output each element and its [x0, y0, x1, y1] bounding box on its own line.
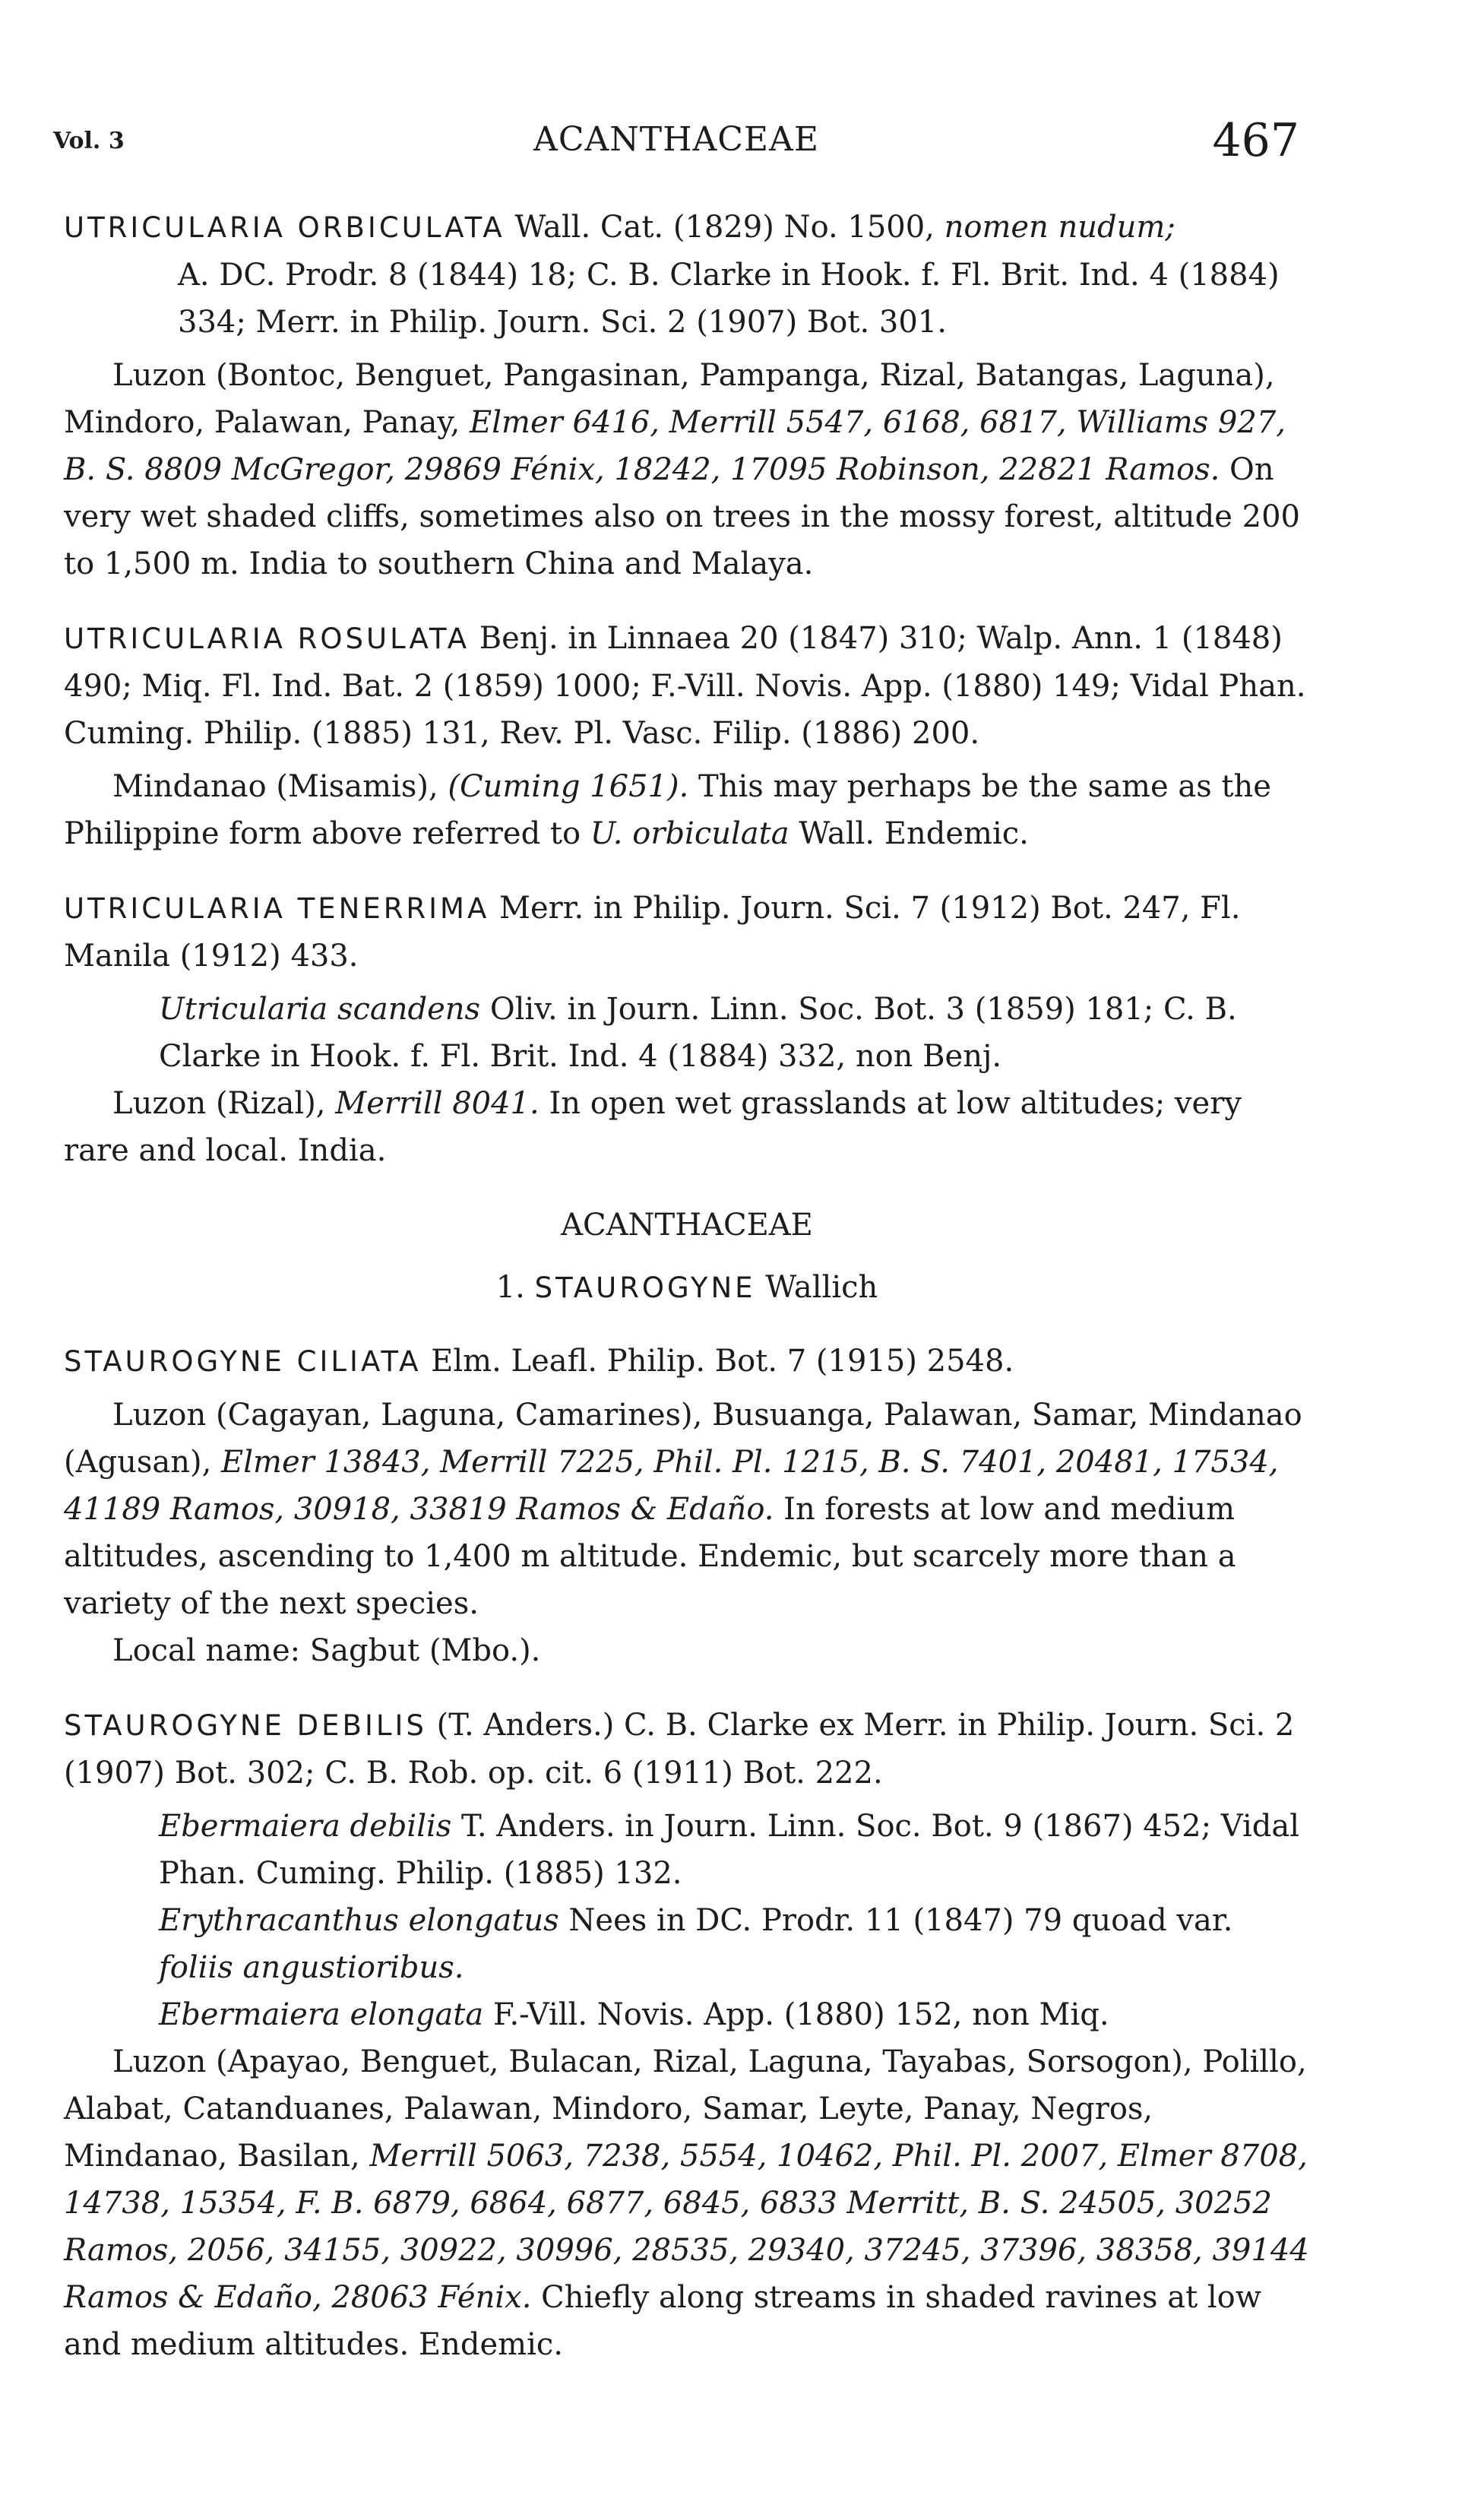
species-entry	[64, 885, 1310, 1174]
species-name: UTRICULARIA ORBICULATA	[64, 211, 505, 244]
family-heading: ACANTHACEAE	[561, 1208, 813, 1243]
volume-label: Vol. 3	[53, 128, 125, 154]
genus-heading	[64, 1264, 1310, 1312]
page-number: 467	[1212, 114, 1299, 167]
specimen-list: Elmer 6416, Merrill 5547, 6168, 6817, Williams 927, B. S. 8809 McGregor, 29869 Fénix, 18242, 17095 Robinson, 22821 Ramos.	[64, 405, 1286, 487]
species-citation	[64, 1338, 1310, 1385]
citation-text: Elm. Leafl. Philip. Bot. 7 (1915) 2548.	[431, 1344, 1014, 1379]
synonym	[64, 1991, 1310, 2038]
synonym-citation: Oliv. in Journ. Linn. Soc. Bot. 3 (1859) 181; C. B. Clarke in Hook. f. Fl. Brit. Ind. 4 (1884) 332, non Benj.	[159, 992, 1237, 1074]
synonym-name: Utricularia scandens	[159, 992, 481, 1027]
distribution-text: Chiefly along streams in shaded ravines at low and medium altitudes. Endemic.	[64, 2280, 1261, 2362]
synonym-citation: Nees in DC. Prodr. 11 (1847) 79 quoad var.	[568, 1903, 1233, 1938]
synonym	[64, 1803, 1310, 1897]
distribution-paragraph	[64, 763, 1310, 857]
distribution-text: Luzon (Cagayan, Laguna, Camarines), Busuanga, Palawan, Samar, Mindanao (Agusan),	[64, 1398, 1302, 1480]
genus-author: Wallich	[765, 1270, 878, 1305]
page-header	[53, 114, 1299, 182]
species-citation	[64, 1702, 1310, 1797]
species-citation	[64, 885, 1310, 980]
genus-name: STAUROGYNE	[534, 1271, 756, 1304]
distribution-paragraph	[64, 1392, 1310, 1627]
synonym-name: Ebermaiera elongata	[159, 1997, 484, 2032]
citation-text: (T. Anders.) C. B. Clarke ex Merr. in Philip. Journ. Sci. 2 (1907) Bot. 302; C. B. Rob. op. cit. 6 (1911) Bot. 222.	[64, 1708, 1295, 1791]
local-name: Local name: Sagbut (Mbo.).	[112, 1633, 541, 1668]
distribution-text: Mindanao (Misamis),	[112, 769, 438, 804]
distribution-text: In open wet grasslands at low altitudes; very rare and local. India.	[64, 1086, 1242, 1168]
distribution-paragraph	[64, 2038, 1310, 2368]
synonym-citation: T. Anders. in Journ. Linn. Soc. Bot. 9 (1867) 452; Vidal Phan. Cuming. Philip. (1885) 132.	[159, 1809, 1299, 1891]
species-citation	[64, 204, 1310, 346]
species-entry	[64, 204, 1310, 587]
species-citation	[64, 615, 1310, 757]
citation-continuation: A. DC. Prodr. 8 (1844) 18; C. B. Clarke in Hook. f. Fl. Brit. Ind. 4 (1884) 334; Merr. in Philip. Journ. Sci. 2 (1907) Bot. 301.	[178, 258, 1280, 340]
species-entry	[64, 615, 1310, 857]
synonym-name: Erythracanthus elongatus	[159, 1903, 559, 1938]
specimen-list: (Cuming 1651).	[448, 769, 689, 804]
synonym	[64, 986, 1310, 1080]
species-name: STAUROGYNE DEBILIS	[64, 1709, 427, 1742]
specimen-list: Merrill 5063, 7238, 5554, 10462, Phil. Pl. 2007, Elmer 8708, 14738, 15354, F. B. 6879, 6864, 6877, 6845, 6833 Merritt, B. S. 24505, 30252 Ramos, 2056, 34155, 30922, 30996, 28535, 29340, 37245, 37396, 38358, 39144 Ramos & Edaño, 28063 Fénix.	[64, 2139, 1309, 2315]
species-entry	[64, 1702, 1310, 2368]
synonym-name: Ebermaiera debilis	[159, 1809, 452, 1844]
distribution-text: This may perhaps be the same as the Philippine form above referred to	[64, 769, 1271, 851]
species-name: UTRICULARIA TENERRIMA	[64, 892, 490, 925]
distribution-paragraph	[64, 1080, 1310, 1174]
genus-number: 1.	[495, 1270, 525, 1305]
citation-text: Merr. in Philip. Journ. Sci. 7 (1912) Bot. 247, Fl. Manila (1912) 433.	[64, 891, 1241, 974]
synonym	[64, 1897, 1310, 1991]
citation-text: Benj. in Linnaea 20 (1847) 310; Walp. Ann. 1 (1848) 490; Miq. Fl. Ind. Bat. 2 (1859) 1000; F.-Vill. Novis. App. (1880) 149; Vidal Phan. Cuming. Philip. (1885) 131, Rev. Pl. Vasc. Filip. (1886) 200.	[64, 621, 1306, 751]
synonym-variety: foliis angustioribus.	[159, 1950, 464, 1985]
species-entry	[64, 1338, 1310, 1674]
distribution-text: Wall. Endemic.	[799, 816, 1029, 851]
synonym-citation: F.-Vill. Novis. App. (1880) 152, non Miq.	[492, 1997, 1109, 2032]
specimen-list: Merrill 8041.	[335, 1086, 539, 1121]
citation-text: Wall. Cat. (1829) No. 1500,	[514, 210, 935, 245]
species-name: STAUROGYNE CILIATA	[64, 1345, 422, 1378]
distribution-paragraph	[64, 352, 1310, 587]
distribution-text: Luzon (Bontoc, Benguet, Pangasinan, Pampanga, Rizal, Batangas, Laguna), Mindoro, Palawan, Panay,	[64, 358, 1275, 440]
citation-italic: nomen nudum;	[944, 210, 1175, 245]
species-reference: U. orbiculata	[590, 816, 789, 851]
running-title: ACANTHACEAE	[533, 120, 819, 159]
species-name: UTRICULARIA ROSULATA	[64, 622, 470, 655]
distribution-text: Luzon (Rizal),	[112, 1086, 326, 1121]
distribution-text: Luzon (Apayao, Benguet, Bulacan, Rizal, Laguna, Tayabas, Sorsogon), Polillo, Alabat, Catanduanes, Palawan, Mindoro, Samar, Leyte, Panay, Negros, Mindanao, Basilan,	[64, 2044, 1307, 2174]
page-content	[64, 204, 1310, 2396]
distribution-text: On very wet shaded cliffs, sometimes also on trees in the mossy forest, altitude 200 to 1,500 m. India to southern China and Malaya.	[64, 452, 1300, 581]
specimen-list: Elmer 13843, Merrill 7225, Phil. Pl. 1215, B. S. 7401, 20481, 17534, 41189 Ramos, 30918, 33819 Ramos & Edaño.	[64, 1445, 1279, 1527]
distribution-text: In forests at low and medium altitudes, ascending to 1,400 m altitude. Endemic, but scarcely more than a variety of the next species.	[64, 1492, 1236, 1621]
